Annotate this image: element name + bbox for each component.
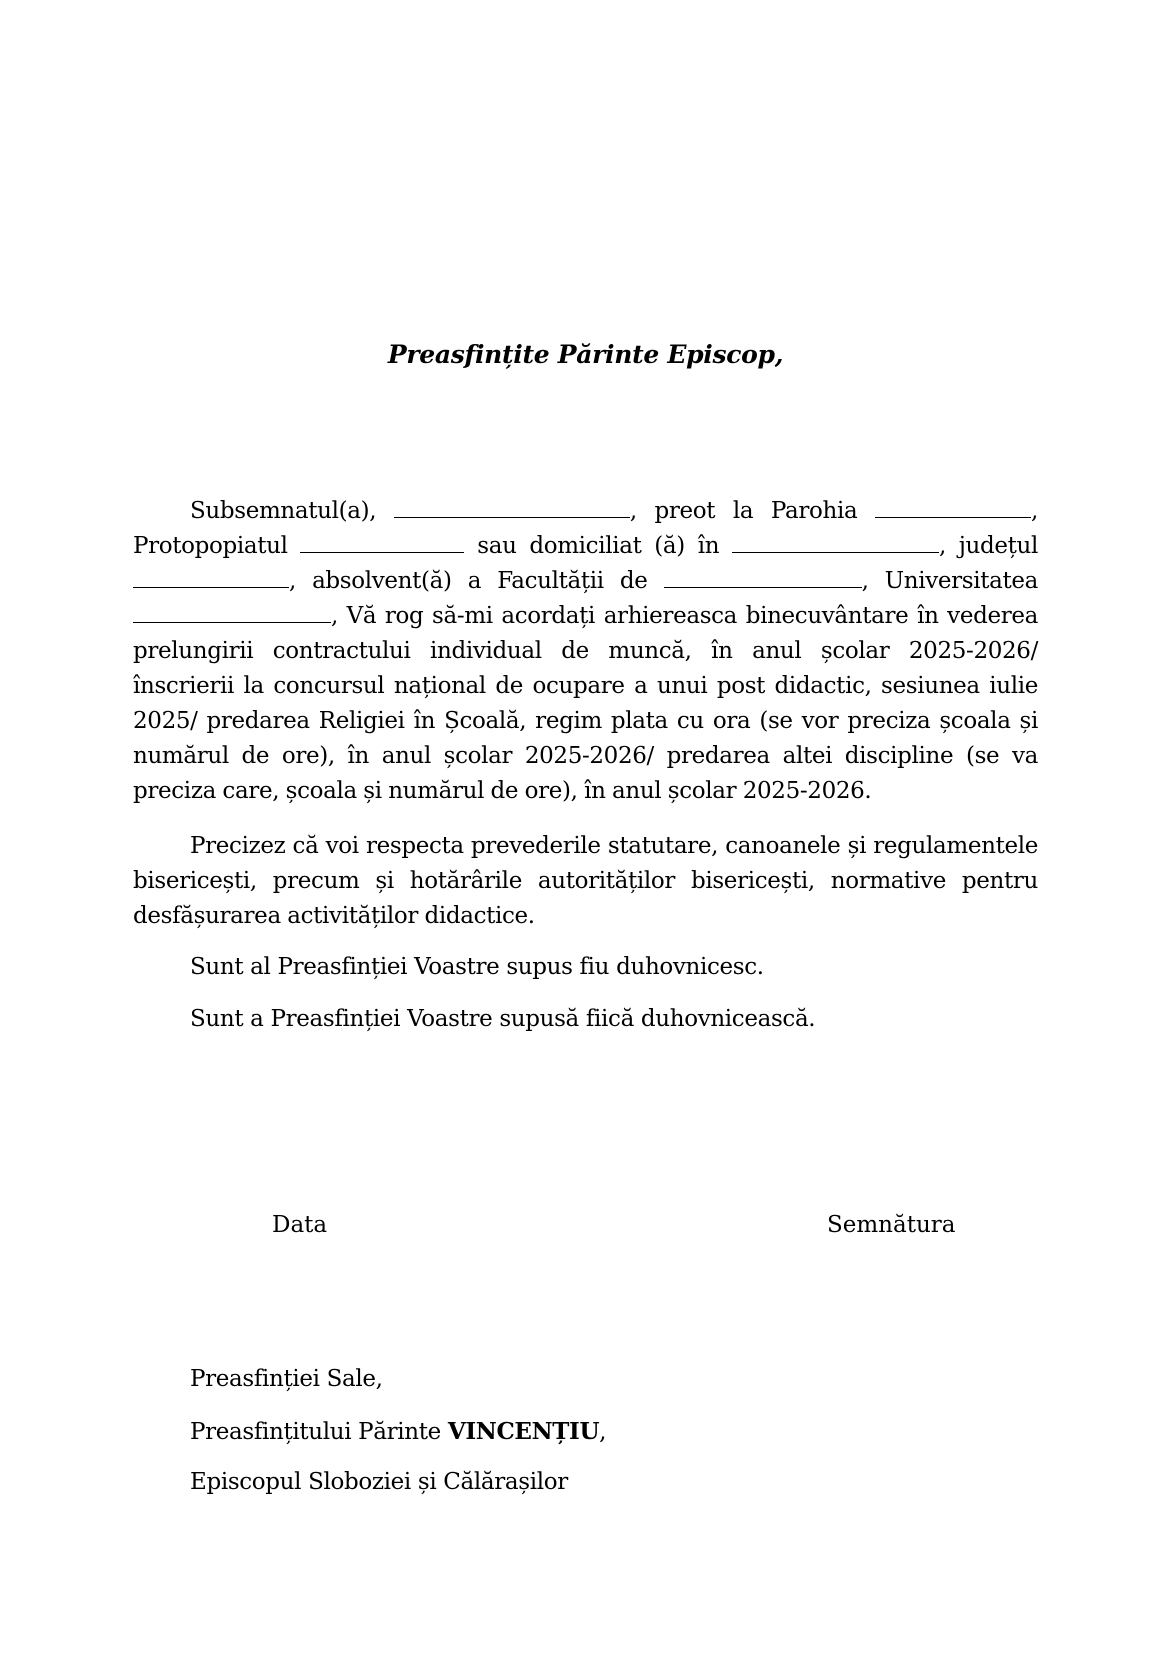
address-line-2-prefix: Preasfințitului Părinte: [190, 1419, 448, 1445]
bishop-name: VINCENȚIU: [447, 1418, 600, 1445]
faculty-blank-field[interactable]: [664, 567, 862, 588]
deanery-blank-field[interactable]: [300, 532, 464, 553]
signature-label: Semnătura: [827, 1212, 956, 1238]
daughter-statement: Sunt a Preasfinției Voastre supusă fiică duhovnicească.: [190, 1006, 816, 1032]
address-line-3: Episcopul Sloboziei și Călărașilor: [190, 1469, 568, 1495]
university-blank-field[interactable]: [133, 602, 331, 623]
para1-text-4: Protopopiatul: [133, 533, 288, 559]
salutation: Preasfințite Părinte Episcop,: [387, 340, 784, 369]
address-line-2-suffix: ,: [599, 1419, 607, 1445]
son-statement: Sunt al Preasfinției Voastre supus fiu duhovnicesc.: [190, 954, 764, 980]
para1-text-2: , preot la Parohia: [629, 498, 858, 524]
para1-text-7: , absolvent(ă) a Facultății de: [289, 568, 648, 594]
para1-text-9: , Vă rog să-mi acordați arhiereasca binecuvântare în vederea prelungirii contractului individual de muncă, în anul școlar 2025-2026/ înscrierii la concursul național de ocupare a unui post didactic, sesiunea iulie 2025/ predarea Religiei în Școală, regim plata cu ora (se vor preciza școala și numărul de ore), în anul școlar 2025-2026/ predarea altei discipline (se va preciza care, școala și numărul de ore), în anul școlar 2025-2026.: [133, 603, 1038, 804]
domicile-blank-field[interactable]: [732, 532, 939, 553]
request-paragraph: [133, 494, 1038, 809]
parish-blank-field[interactable]: [875, 497, 1031, 518]
para1-text-5: sau domiciliat (ă) în: [477, 533, 720, 559]
commitment-paragraph: Precizez că voi respecta prevederile statutare, canoanele și regulamentele bisericești, precum și hotărârile autorităților bisericești, normative pentru desfășurarea activităților didactice.: [133, 833, 1038, 929]
address-line-1: Preasfinției Sale,: [190, 1366, 383, 1392]
para1-text-6: , județul: [938, 533, 1038, 559]
county-blank-field[interactable]: [133, 567, 289, 588]
para1-text-1: Subsemnatul(a),: [190, 498, 377, 524]
name-blank-field[interactable]: [394, 497, 630, 518]
date-label: Data: [272, 1212, 328, 1238]
para1-text-3: ,: [1031, 498, 1038, 524]
para1-text-8: , Universitatea: [861, 568, 1038, 594]
address-line-2: [190, 1414, 606, 1450]
